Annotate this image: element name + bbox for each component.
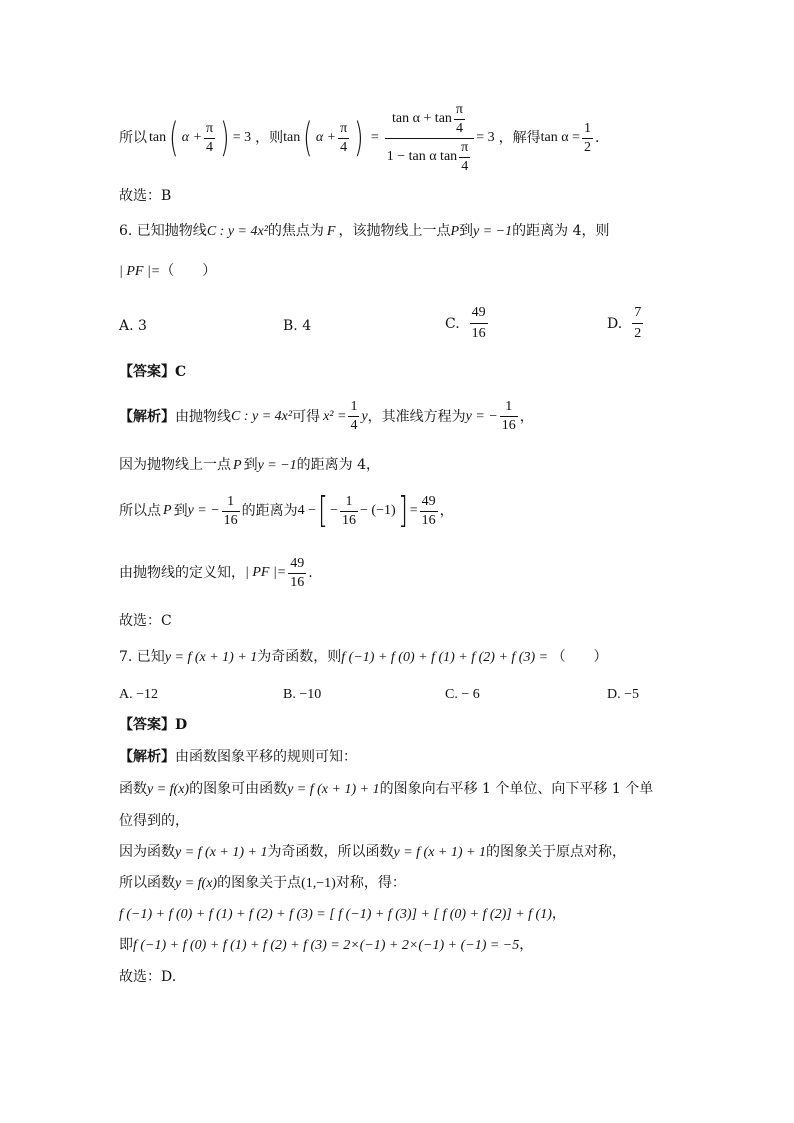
option-d: D. $\frac{7}{2}$ <box>607 305 642 341</box>
solution-6-line4: 由抛物线的定义知， | PF |= $\frac{49}{16}$ . <box>119 555 313 590</box>
solution-7-line5: 所以函数y = f(x)的图象关于点(1,−1)对称，得： <box>119 875 406 891</box>
question-6: 6. 已知抛物线C : y = 4x²的焦点为 F ，该抛物线上一点P到y = −1的距离为 4，则 <box>119 223 610 239</box>
math-tan: tan <box>283 130 301 145</box>
answer-7: 【答案】D <box>119 717 188 733</box>
solution-6-line1: 【解析】 由抛物线 C : y = 4x² 可得 x² = $\frac{1}{4}$ y ，其准线方程为 y = − $\frac{1}{16}$ ， <box>119 399 534 433</box>
math-tan: tan <box>149 130 167 145</box>
option-d: D. −5 <box>607 687 640 702</box>
option-b: B. −10 <box>283 687 322 702</box>
fraction-pi-4: $\frac{\pi}{4}$ <box>340 120 348 155</box>
solution-7-line4: 因为函数y = f (x + 1) + 1为奇函数，所以函数y = f (x + 1) + 1的图象关于原点对称， <box>119 844 626 860</box>
left-paren: ( <box>169 115 179 161</box>
option-a: A. −12 <box>119 687 159 702</box>
option-b: B. 4 <box>283 318 312 334</box>
choice-line: 故选：B <box>119 188 172 204</box>
answer-6: 【答案】C <box>119 364 187 380</box>
option-a: A. 3 <box>119 318 147 334</box>
choice-line: 故选：D. <box>119 969 177 985</box>
solution-7-line7: 即f (−1) + f (0) + f (1) + f (2) + f (3) = 2×(−1) + 2×(−1) + (−1) = −5， <box>119 937 534 953</box>
solution-7-line1: 【解析】由函数图象平移的规则可知： <box>119 749 357 765</box>
question-7: 7. 已知y = f (x + 1) + 1为奇函数，则f (−1) + f (0) + f (1) + f (2) + f (3) = （ ） <box>119 649 608 665</box>
solution-6-line2: 因为抛物线上一点 P 到y = −1的距离为 4， <box>119 457 381 473</box>
math-tan-alpha: tan α = <box>540 130 580 145</box>
choice-line: 故选：C <box>119 613 172 629</box>
option-c: C. − 6 <box>445 687 480 702</box>
fraction-1-2: $\frac{1}{2}$ <box>583 120 591 155</box>
right-paren: ) <box>220 115 230 161</box>
question-6-line2: | PF |=（ ） <box>119 263 217 279</box>
fraction-tan-addition: tan α + tan $\frac{\pi}{4}$ 1 − tan α tan $\frac{\pi}{4}$ <box>385 103 475 174</box>
math-eq3: = 3 <box>476 130 495 145</box>
option-c: C. $\frac{49}{16}$ <box>445 305 486 341</box>
right-paren: ) <box>354 115 364 161</box>
text-segment: ，解得 <box>498 130 541 146</box>
math-expr: α + <box>315 130 337 145</box>
text-segment: ，则 <box>255 130 284 146</box>
fraction-pi-4: $\frac{\pi}{4}$ <box>206 120 214 155</box>
solution-7-line6: f (−1) + f (0) + f (1) + f (2) + f (3) = [ f (−1) + f (3)] + [ f (0) + f (2)] + f (1)， <box>119 906 566 922</box>
text-segment: 所以 <box>119 130 147 146</box>
left-paren: ( <box>303 115 313 161</box>
solution-7-line2: 函数y = f(x)的图象可由函数y = f (x + 1) + 1的图象向右平移 1 个单位、向下平移 1 个单 <box>119 781 654 797</box>
solution-7-line3: 位得到的， <box>119 813 189 829</box>
solution-line-tan: 所以 tan ( α + $\frac{\pi}{4}$ ) = 3 ，则 tan ( α + $\frac{\pi}{4}$ ) = tan α + tan $\frac{\pi}{4}$ 1 − tan α tan $\frac{\pi}{4}$ = 3 ，解得 tan α = $\frac{1}{2}$ . <box>119 101 600 174</box>
math-eq: = <box>370 130 379 145</box>
math-eq3: = 3 <box>232 130 252 145</box>
solution-6-line3: 所以点 P 到 y = − $\frac{1}{16}$ 的距离为 4 − [ − $\frac{1}{16}$ − (−1) ] = $\frac{49}{16}$ ， <box>119 490 454 531</box>
math-expr: α + <box>181 130 203 145</box>
